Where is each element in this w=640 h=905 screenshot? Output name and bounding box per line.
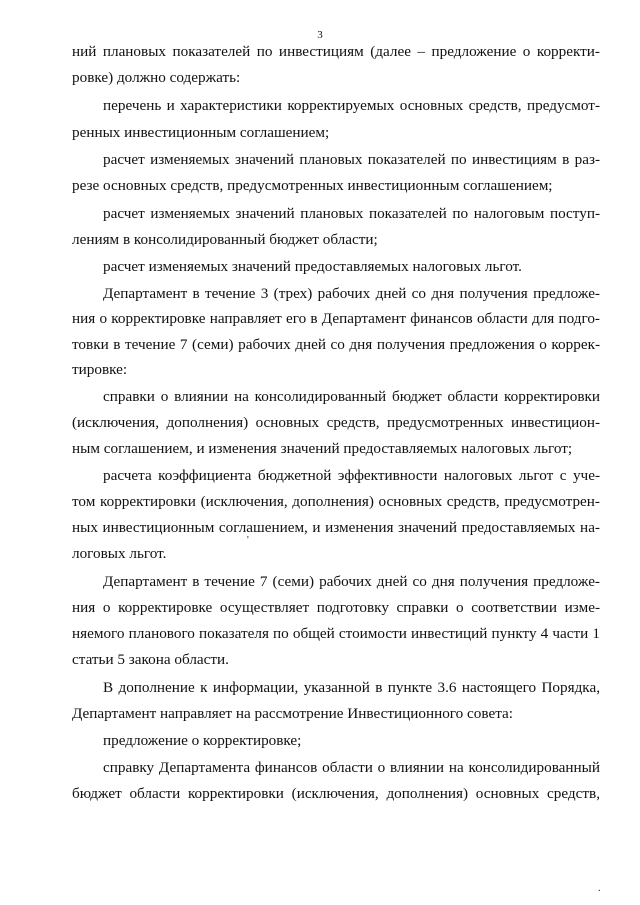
text-line: ровке) должно содержать: <box>72 69 241 86</box>
stray-mark: . <box>598 883 601 894</box>
text-line: расчет изменяемых значений плановых показателей по инвестициям в раз- <box>103 151 600 168</box>
text-line: перечень и характеристики корректируемых основных средств, предусмот- <box>103 97 600 114</box>
text-line: тировке: <box>72 361 128 378</box>
text-line: ния о корректировке направляет его в Департамент финансов области для подго- <box>72 310 600 327</box>
text-line: логовых льгот. <box>72 545 167 562</box>
text-line: товки в течение 7 (семи) рабочих дней со дня получения предложения о коррек- <box>72 336 600 353</box>
text-line: ренных инвестиционным соглашением; <box>72 124 330 141</box>
text-line: Департамент в течение 3 (трех) рабочих дней со дня получения предложе- <box>103 285 600 302</box>
text-line: ний плановых показателей по инвестициям (далее – предложение о корректи- <box>72 43 600 60</box>
text-line: том корректировки (исключения, дополнения) основных средств, предусмотрен- <box>72 493 600 510</box>
text-line: лениям в консолидированный бюджет области; <box>72 231 378 248</box>
text-line: справки о влиянии на консолидированный бюджет области корректировки <box>103 388 600 405</box>
page-number: 3 <box>317 29 323 41</box>
text-line: Департамент направляет на рассмотрение Инвестиционного совета: <box>72 705 513 722</box>
text-line: резе основных средств, предусмотренных инвестиционным соглашением; <box>72 177 553 194</box>
text-line: Департамент в течение 7 (семи) рабочих дней со дня получения предложе- <box>103 573 600 590</box>
text-line: (исключения, дополнения) основных средств, предусмотренных инвестицион- <box>72 414 600 431</box>
text-line: расчет изменяемых значений плановых показателей по налоговым поступ- <box>103 205 600 222</box>
text-line: расчет изменяемых значений предоставляемых налоговых льгот. <box>103 258 522 275</box>
text-line: статьи 5 закона области. <box>72 651 229 668</box>
text-line: ния о корректировке осуществляет подготовку справки о соответствии изме- <box>72 599 600 616</box>
text-line: няемого планового показателя по общей стоимости инвестиций пункту 4 части 1 <box>72 625 600 642</box>
text-line: ным соглашением, и изменения значений предоставляемых налоговых льгот; <box>72 440 573 457</box>
stray-mark: ' <box>247 535 249 546</box>
text-line: В дополнение к информации, указанной в пункте 3.6 настоящего Порядка, <box>103 679 600 696</box>
text-line: расчета коэффициента бюджетной эффективности налоговых льгот с уче- <box>103 467 600 484</box>
text-line: ных инвестиционным соглашением, и изменения значений предоставляемых на- <box>72 519 600 536</box>
text-line: справку Департамента финансов области о влиянии на консолидированный <box>103 759 600 776</box>
text-line: бюджет области корректировки (исключения, дополнения) основных средств, <box>72 785 600 802</box>
text-line: предложение о корректировке; <box>103 732 302 749</box>
